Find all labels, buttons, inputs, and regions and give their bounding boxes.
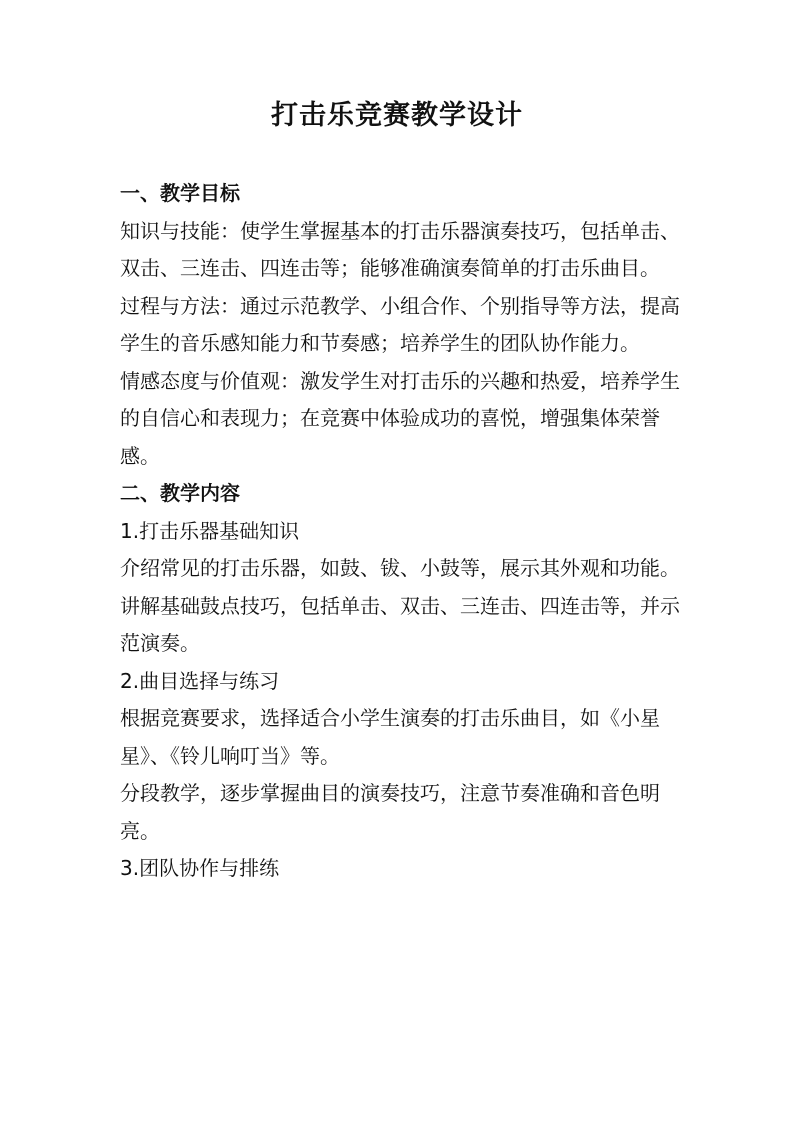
paragraph-emotion-values: 情感态度与价值观：激发学生对打击乐的兴趣和热爱，培养学生的自信心和表现力；在竞赛中体验成功的喜悦，增强集体荣誉感。: [120, 368, 680, 468]
document-body: [120, 175, 680, 888]
paragraph-introduce-instruments: 介绍常见的打击乐器，如鼓、钹、小鼓等，展示其外观和功能。: [120, 556, 680, 580]
document-title: 打击乐竞赛教学设计: [271, 100, 523, 131]
paragraph-drum-techniques: 讲解基础鼓点技巧，包括单击、双击、三连击、四连击等，并示范演奏。: [120, 593, 680, 655]
paragraph-knowledge-skills: 知识与技能：使学生掌握基本的打击乐器演奏技巧，包括单击、双击、三连击、四连击等；能够准确演奏简单的打击乐曲目。: [120, 218, 680, 280]
section-heading-objectives: 一、教学目标: [120, 181, 240, 205]
subheading-teamwork: 3.团队协作与排练: [120, 856, 280, 880]
paragraph-choose-pieces: 根据竞赛要求，选择适合小学生演奏的打击乐曲目，如《小星星》、《铃儿响叮当》等。: [120, 706, 660, 768]
section-heading-content: 二、教学内容: [120, 481, 240, 505]
paragraph-segment-teaching: 分段教学，逐步掌握曲目的演奏技巧，注意节奏准确和音色明亮。: [120, 781, 660, 843]
subheading-repertoire: 2.曲目选择与练习: [120, 668, 280, 693]
subheading-instrument-basics: 1.打击乐器基础知识: [120, 518, 300, 543]
paragraph-process-methods: 过程与方法：通过示范教学、小组合作、个别指导等方法，提高学生的音乐感知能力和节奏感；培养学生的团队协作能力。: [120, 293, 680, 355]
